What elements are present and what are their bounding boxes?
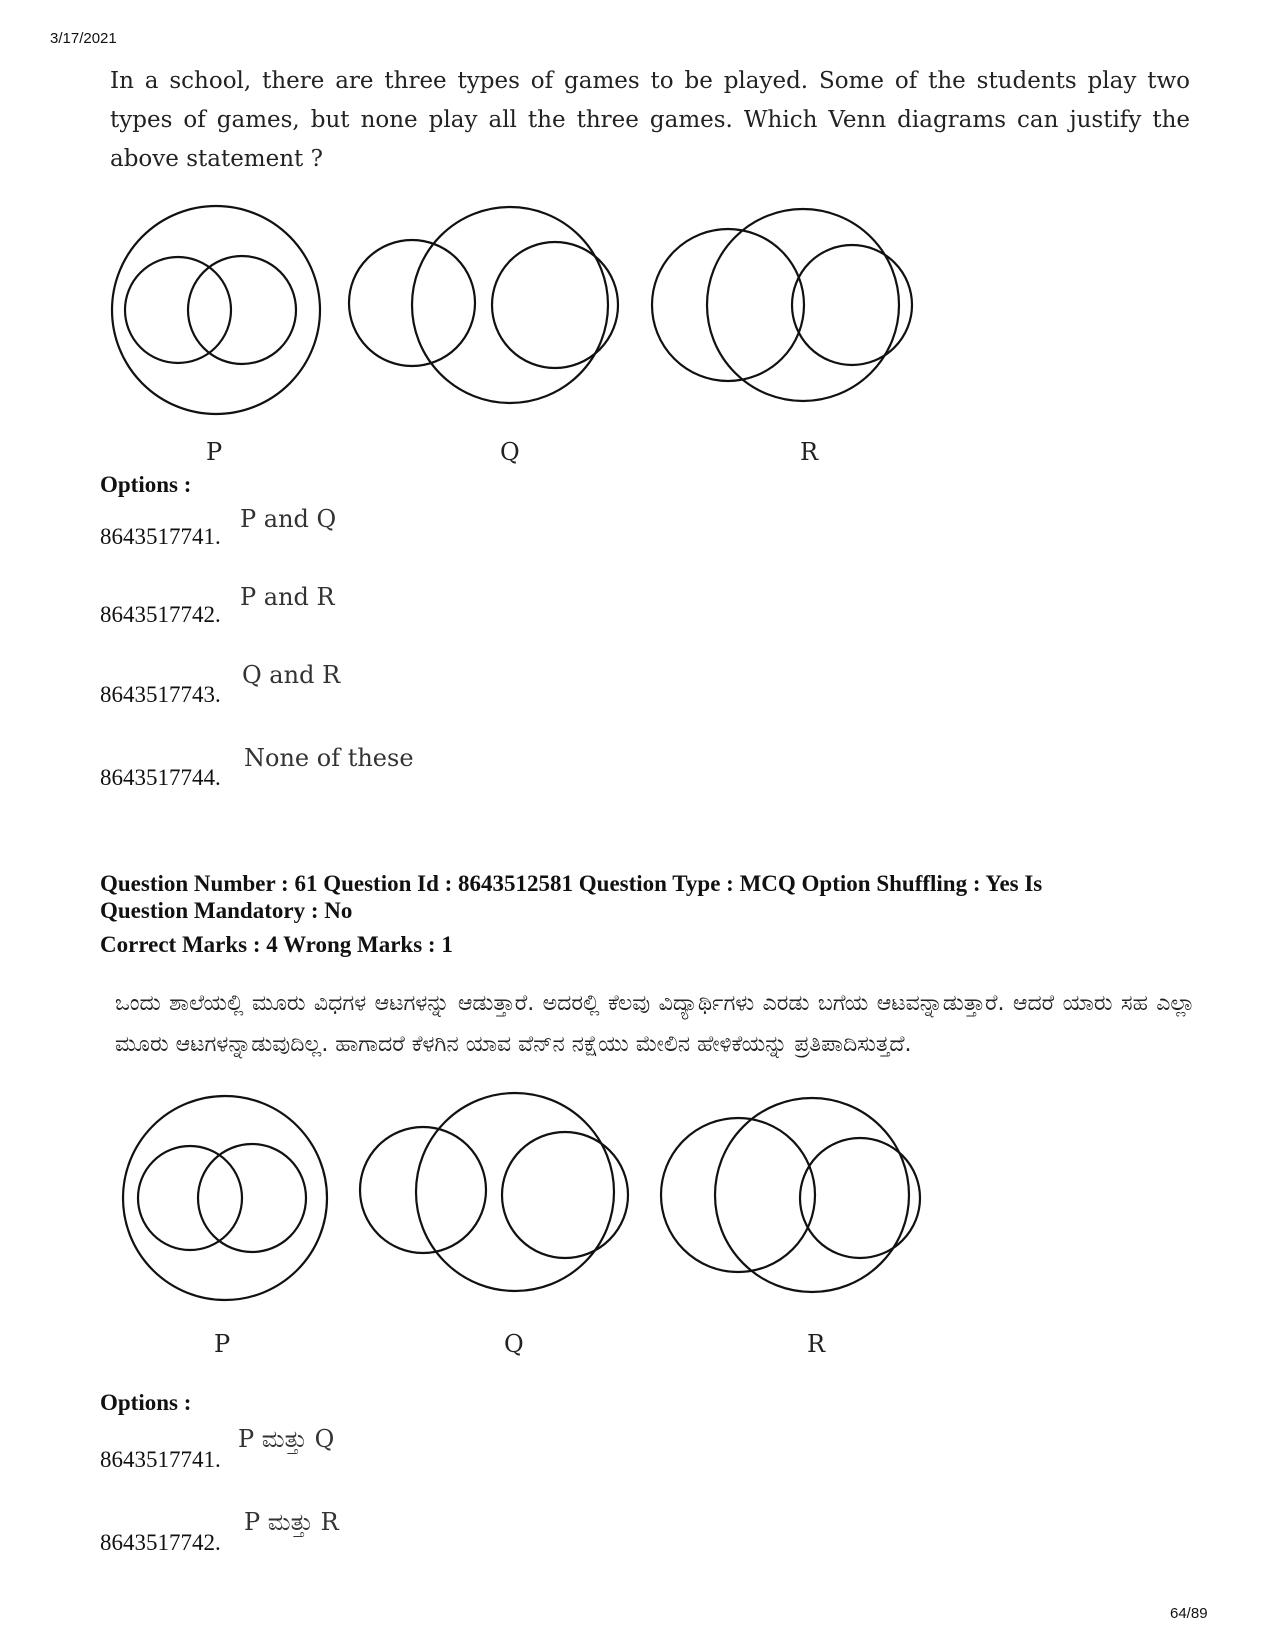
venn-diagram-r2 [661, 1098, 920, 1292]
option-id: 8643517743. [100, 682, 221, 707]
question-meta-line-1: Question Number : 61 Question Id : 8643512581 Question Type : MCQ Option Shuffling : Yes Is [100, 871, 1043, 896]
venn-diagram-p2 [123, 1096, 327, 1300]
option-id: 8643517744. [100, 765, 221, 790]
diagram-label-r1: R [800, 438, 819, 466]
options-heading-1: Options : [100, 472, 192, 497]
options-heading-2: Options : [100, 1390, 192, 1415]
diagram-label-q2: Q [504, 1330, 524, 1358]
option-id: 8643517741. [100, 1447, 221, 1472]
option-id: 8643517742. [100, 1530, 221, 1555]
question-2-text: ಒಂದು ಶಾಲೆಯಲ್ಲಿ ಮೂರು ವಿಧಗಳ ಆಟಗಳನ್ನು ಆಡುತ್ತಾರೆ. ಅದರಲ್ಲಿ ಕೆಲವು ವಿದ್ಯಾರ್ಥಿಗಳು ಎರಡು ಬಗೆಯ ಆಟವನ್ನಾಡುತ್ತಾರೆ. ಆದರೆ ಯಾರು ಸಹ ಎಲ್ಲಾ ಮೂರು ಆಟಗಳನ್ನಾಡುವುದಿಲ್ಲ. ಹಾಗಾದರೆ ಕೆಳಗಿನ ಯಾವ ವೆನ್‌ನ ನಕ್ಷೆಯು ಮೇಲಿನ ಹೇಳಿಕೆಯನ್ನು ಪ್ರತಿಪಾದಿಸುತ್ತದೆ. [115, 991, 1195, 1057]
diagram-label-r2: R [807, 1330, 826, 1358]
page-number: 64/89 [1170, 1605, 1208, 1622]
diagram-label-p2: P [214, 1330, 231, 1358]
question-2-marks: Correct Marks : 4 Wrong Marks : 1 [100, 932, 453, 957]
question-meta-line-2: Question Mandatory : No [100, 898, 353, 923]
venn-diagram-r1 [652, 209, 912, 401]
option-text[interactable]: P and R [240, 583, 335, 611]
option-id: 8643517741. [100, 524, 221, 549]
diagram-label-p1: P [206, 438, 223, 466]
option-text[interactable]: Q and R [242, 661, 341, 689]
diagram-label-q1: Q [500, 438, 520, 466]
option-text[interactable]: P and Q [240, 505, 337, 533]
question-2-meta [100, 870, 1200, 924]
venn-diagram-q1 [349, 207, 618, 403]
venn-diagram-p1 [112, 206, 320, 414]
venn-diagram-q2 [360, 1093, 628, 1291]
print-date: 3/17/2021 [50, 30, 117, 47]
option-text[interactable]: P ಮತ್ತು Q [238, 1425, 335, 1453]
option-text[interactable]: None of these [244, 744, 414, 772]
option-text[interactable]: P ಮತ್ತು R [244, 1508, 339, 1536]
option-id: 8643517742. [100, 602, 221, 627]
question-1-text: In a school, there are three types of games to be played. Some of the students play two types of games, but none play all the three games. Which Venn diagrams can justify the above statement ? [110, 68, 1190, 172]
